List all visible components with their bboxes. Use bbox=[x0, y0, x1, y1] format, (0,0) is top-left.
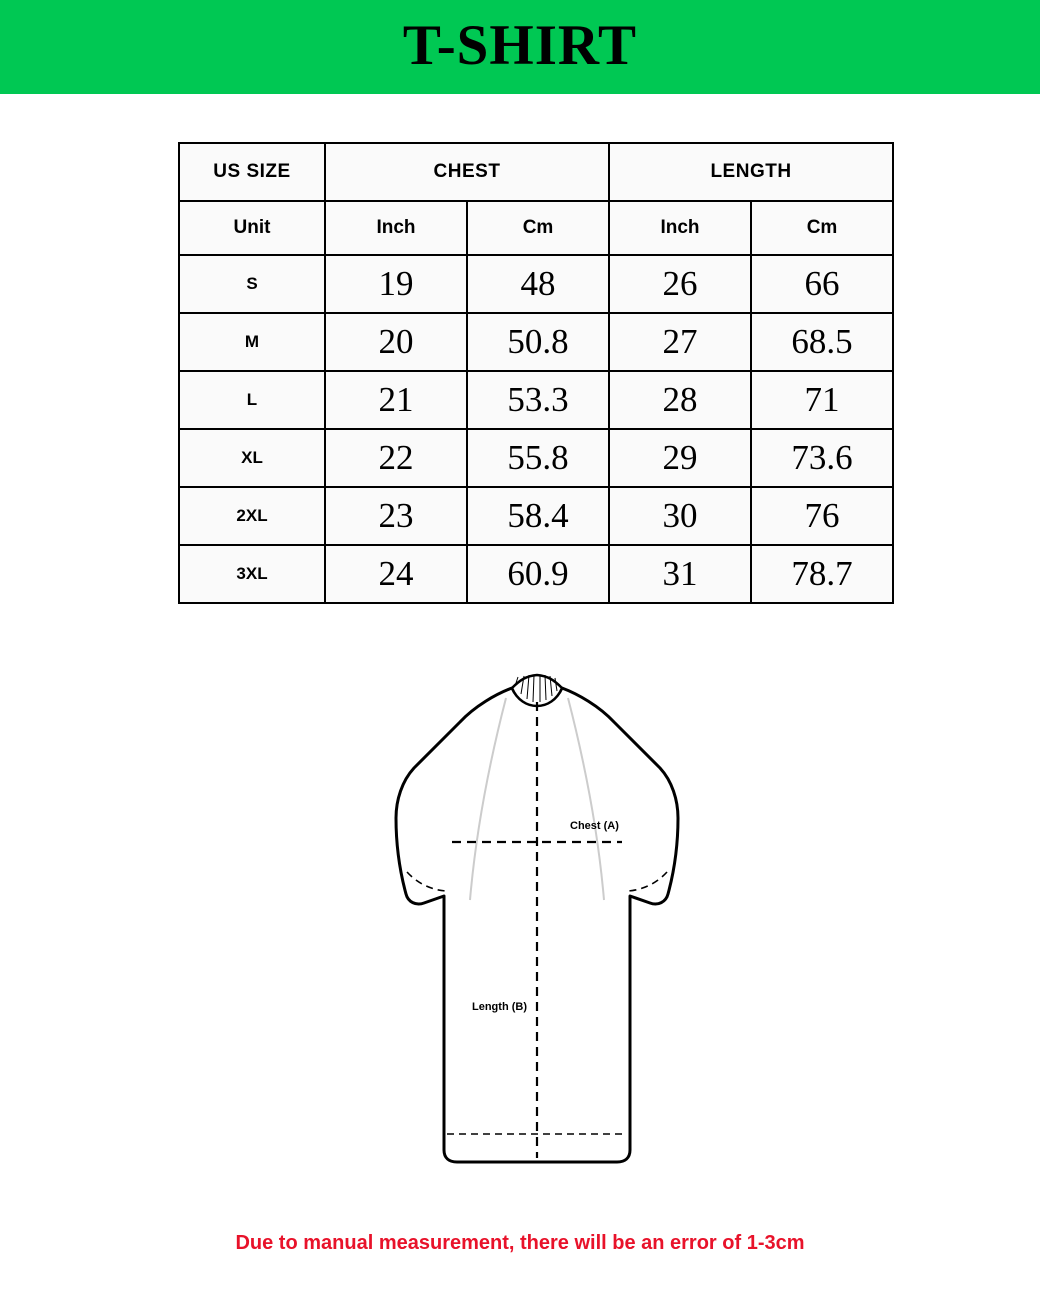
cell-size: 2XL bbox=[179, 487, 325, 545]
table-row bbox=[179, 255, 893, 313]
header-banner bbox=[0, 0, 1040, 94]
table-unit-row bbox=[179, 201, 893, 255]
cell-chest-cm: 48 bbox=[467, 255, 609, 313]
cell-length-inch: 26 bbox=[609, 255, 751, 313]
cell-chest-cm: 53.3 bbox=[467, 371, 609, 429]
page-title: T-SHIRT bbox=[402, 13, 638, 77]
cell-chest-cm: 50.8 bbox=[467, 313, 609, 371]
cell-size: 3XL bbox=[179, 545, 325, 603]
cell-chest-inch: 19 bbox=[325, 255, 467, 313]
header-us-size: US SIZE bbox=[179, 143, 325, 201]
cell-length-inch: 28 bbox=[609, 371, 751, 429]
size-chart-table-wrapper bbox=[178, 142, 862, 604]
measurement-disclaimer: Due to manual measurement, there will be an error of 1-3cm bbox=[235, 1232, 805, 1254]
unit-length-inch: Inch bbox=[609, 201, 751, 255]
length-measure-label: Length (B) bbox=[472, 1001, 527, 1013]
table-row bbox=[179, 313, 893, 371]
cell-chest-inch: 21 bbox=[325, 371, 467, 429]
cell-size: L bbox=[179, 371, 325, 429]
unit-length-cm: Cm bbox=[751, 201, 893, 255]
cell-length-cm: 68.5 bbox=[751, 313, 893, 371]
cell-length-cm: 66 bbox=[751, 255, 893, 313]
cell-length-cm: 78.7 bbox=[751, 545, 893, 603]
table-row bbox=[179, 371, 893, 429]
unit-label: Unit bbox=[179, 201, 325, 255]
unit-chest-inch: Inch bbox=[325, 201, 467, 255]
cell-length-inch: 29 bbox=[609, 429, 751, 487]
cell-chest-cm: 60.9 bbox=[467, 545, 609, 603]
cell-chest-inch: 20 bbox=[325, 313, 467, 371]
cell-chest-cm: 55.8 bbox=[467, 429, 609, 487]
cell-chest-inch: 23 bbox=[325, 487, 467, 545]
table-row bbox=[179, 545, 893, 603]
cell-length-inch: 31 bbox=[609, 545, 751, 603]
unit-chest-cm: Cm bbox=[467, 201, 609, 255]
size-chart-table bbox=[178, 142, 894, 604]
cell-size: XL bbox=[179, 429, 325, 487]
chest-measure-label: Chest (A) bbox=[570, 820, 619, 832]
header-chest: CHEST bbox=[325, 143, 609, 201]
table-row bbox=[179, 487, 893, 545]
cell-length-cm: 76 bbox=[751, 487, 893, 545]
tshirt-illustration-icon bbox=[300, 650, 750, 1190]
cell-chest-inch: 24 bbox=[325, 545, 467, 603]
tshirt-diagram bbox=[300, 650, 750, 1190]
cell-length-inch: 27 bbox=[609, 313, 751, 371]
header-length: LENGTH bbox=[609, 143, 893, 201]
table-group-header-row bbox=[179, 143, 893, 201]
cell-chest-cm: 58.4 bbox=[467, 487, 609, 545]
cell-length-cm: 73.6 bbox=[751, 429, 893, 487]
cell-size: M bbox=[179, 313, 325, 371]
cell-length-inch: 30 bbox=[609, 487, 751, 545]
table-row bbox=[179, 429, 893, 487]
cell-length-cm: 71 bbox=[751, 371, 893, 429]
cell-chest-inch: 22 bbox=[325, 429, 467, 487]
cell-size: S bbox=[179, 255, 325, 313]
